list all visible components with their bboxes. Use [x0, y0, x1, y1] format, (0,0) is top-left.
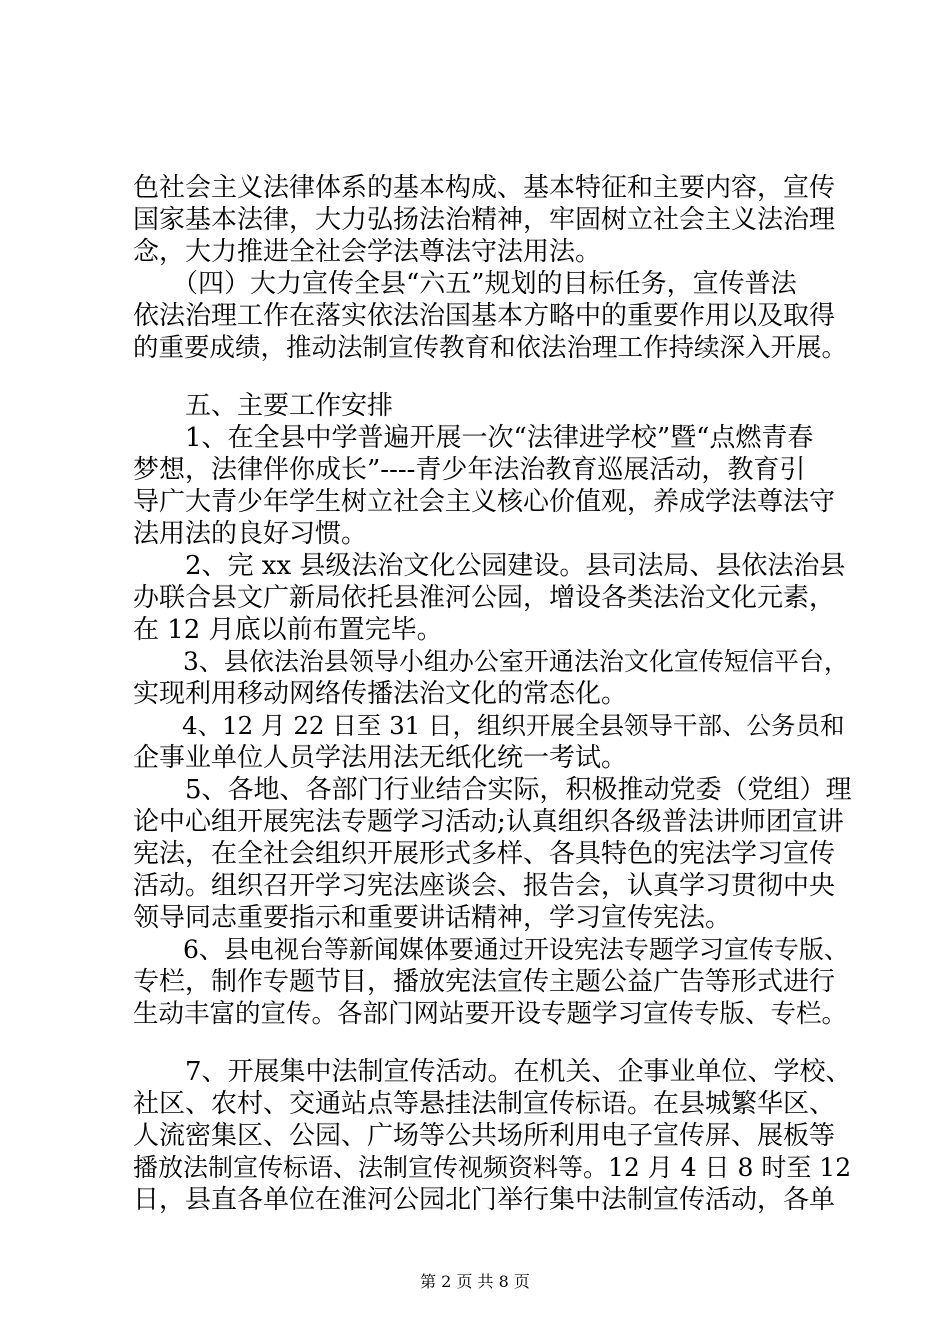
text-line: 领导同志重要指示和重要讲话精神，学习宣传宪法。 [133, 903, 732, 933]
text-line: 1、在全县中学普遍开展一次“法律进学校”暨“点燃青春 [133, 423, 814, 453]
text-line: 7、开展集中法制宣传活动。在机关、企事业单位、学校、 [133, 1057, 852, 1087]
section-heading: 五、主要工作安排 [133, 391, 394, 421]
text-line: 办联合县文广新局依托县淮河公园，增设各类法治文化元素， [133, 583, 836, 613]
text-line: （四）大力宣传全县“六五”规划的目标任务，宣传普法 [133, 269, 797, 299]
text-line: 企事业单位人员学法用法无纸化统一考试。 [133, 743, 628, 773]
text-line: 2、完 xx 县级法治文化公园建设。县司法局、县依法治县 [133, 551, 846, 581]
text-line: 专栏，制作专题节目，播放宪法宣传主题公益广告等形式进行 [133, 967, 836, 997]
text-line: 宪法，在全社会组织开展形式多样、各具特色的宪法学习宣传 [133, 839, 836, 869]
text-line: 实现利用移动网络传播法治文化的常态化。 [133, 679, 628, 709]
text-line: 导广大青少年学生树立社会主义核心价值观，养成学法尊法守 [133, 487, 836, 517]
text-line: 念，大力推进全社会学法尊法守法用法。 [133, 237, 602, 267]
text-line: 4、12 月 22 日至 31 日，组织开展全县领导干部、公务员和 [133, 711, 845, 740]
text-line: 论中心组开展宪法专题学习活动;认真组织各级普法讲师团宣讲 [133, 807, 844, 837]
text-line: 生动丰富的宣传。各部门网站要开设专题学习宣传专版、专栏。 [133, 999, 848, 1029]
text-line: 5、各地、各部门行业结合实际，积极推动党委（党组）理 [133, 775, 852, 805]
text-line: 日，县直各单位在淮河公园北门举行集中法制宣传活动，各单 [133, 1185, 836, 1215]
text-line: 依法治理工作在落实依法治国基本方略中的重要作用以及取得 [133, 301, 836, 331]
text-line: 6、县电视台等新闻媒体要通过开设宪法专题学习宣传专版、 [133, 935, 849, 964]
text-line: 的重要成绩，推动法制宣传教育和依法治理工作持续深入开展。 [133, 333, 848, 363]
page-footer: 第 2 页 共 8 页 [420, 1272, 530, 1291]
text-line: 法用法的良好习惯。 [133, 519, 368, 549]
text-line: 播放法制宣传标语、法制宣传视频资料等。12 月 4 日 8 时至 12 [133, 1153, 852, 1182]
text-line: 梦想，法律伴你成长”----青少年法治教育巡展活动，教育引 [133, 455, 806, 485]
text-line: 3、县依法治县领导小组办公室开通法治文化宣传短信平台， [133, 647, 849, 676]
text-line: 社区、农村、交通站点等悬挂法制宣传标语。在县城繁华区、 [133, 1089, 836, 1119]
text-line: 国家基本法律，大力弘扬法治精神，牢固树立社会主义法治理 [133, 205, 836, 235]
text-line: 在 12 月底以前布置完毕。 [133, 615, 443, 645]
text-line: 色社会主义法律体系的基本构成、基本特征和主要内容，宣传 [133, 173, 836, 203]
text-line: 活动。组织召开学习宪法座谈会、报告会，认真学习贯彻中央 [133, 871, 836, 901]
text-line: 人流密集区、公园、广场等公共场所利用电子宣传屏、展板等 [133, 1121, 836, 1151]
